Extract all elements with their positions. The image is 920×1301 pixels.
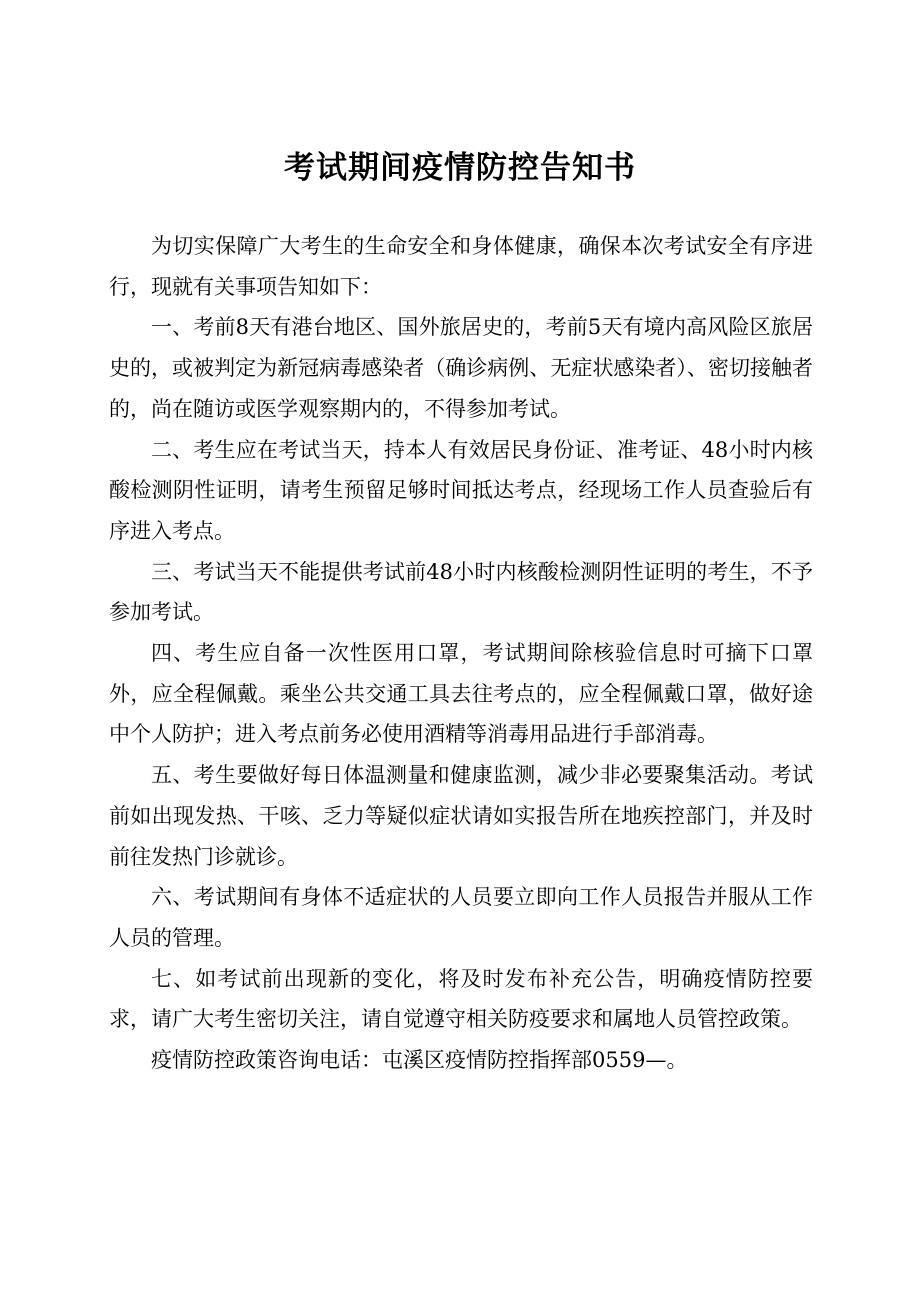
item-5-paragraph: 五、考生要做好每日体温测量和健康监测，减少非必要聚集活动。考试前如出现发热、干咳、乏力等疑似症状请如实报告所在地疾控部门，并及时前往发热门诊就诊。 xyxy=(109,763,813,869)
item-4-paragraph: 四、考生应自备一次性医用口罩，考试期间除核验信息时可摘下口罩外，应全程佩戴。乘坐公共交通工具去往考点的，应全程佩戴口罩，做好途中个人防护；进入考点前务必使用酒精等消毒用品进行手部消毒。 xyxy=(109,641,813,747)
item-1-paragraph: 一、考前8天有港台地区、国外旅居史的，考前5天有境内高风险区旅居史的，或被判定为新冠病毒感染者（确诊病例、无症状感染者）、密切接触者的，尚在随访或医学观察期内的，不得参加考试。 xyxy=(109,315,813,421)
document-body xyxy=(109,226,813,1081)
contact-phone-paragraph: 疫情防控政策咨询电话：屯溪区疫情防控指挥部0559—。 xyxy=(151,1048,688,1073)
item-2-paragraph: 二、考生应在考试当天，持本人有效居民身份证、准考证、48小时内核酸检测阴性证明，请考生预留足够时间抵达考点，经现场工作人员查验后有序进入考点。 xyxy=(109,437,813,543)
item-7-paragraph: 七、如考试前出现新的变化，将及时发布补充公告，明确疫情防控要求，请广大考生密切关注，请自觉遵守相关防疫要求和属地人员管控政策。 xyxy=(109,966,813,1032)
intro-paragraph: 为切实保障广大考生的生命安全和身体健康，确保本次考试安全有序进行，现就有关事项告知如下： xyxy=(109,234,813,299)
item-3-paragraph: 三、考试当天不能提供考试前48小时内核酸检测阴性证明的考生，不予参加考试。 xyxy=(109,559,813,625)
item-6-paragraph: 六、考试期间有身体不适症状的人员要立即向工作人员报告并服从工作人员的管理。 xyxy=(109,885,813,950)
document-title: 考试期间疫情防控告知书 xyxy=(284,150,636,186)
